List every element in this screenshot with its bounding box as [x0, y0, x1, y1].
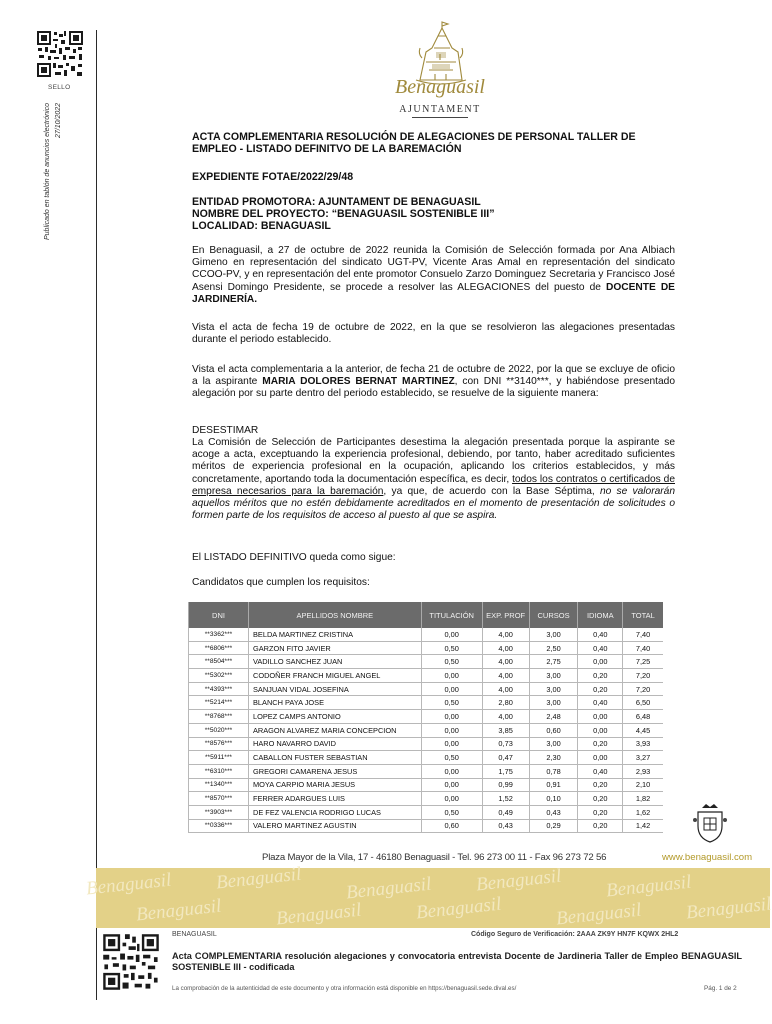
cell-total: 3,93 — [623, 737, 663, 751]
cell-exp-prof: 2,80 — [482, 696, 529, 710]
band-script: Benaguasil — [415, 893, 503, 924]
cell-titulacion: 0,00 — [421, 764, 482, 778]
desestimar-heading: DESESTIMAR — [192, 425, 259, 436]
listado-definitivo: El LISTADO DEFINITIVO queda como sigue: — [192, 552, 396, 563]
col-dni: DNI — [189, 602, 249, 628]
cell-titulacion: 0,00 — [421, 669, 482, 683]
verification-csv: Código Seguro de Verificación: 2AAA ZK9Y HN7F KQWX 2HL2 — [471, 931, 679, 938]
candidatos-label: Candidatos que cumplen los requisitos: — [192, 577, 370, 588]
table-row — [189, 696, 664, 710]
cell-total: 6,50 — [623, 696, 663, 710]
cell-total: 1,82 — [623, 792, 663, 806]
paragraph-comision — [192, 245, 675, 306]
cell-exp-prof: 4,00 — [482, 641, 529, 655]
verification-entity: BENAGUASIL — [172, 931, 217, 938]
paragraph-desestimar-text: La Comisión de Selección de Participantes desestima la alegación presentada porque la aspirante se acoge a acta, exceptuando la experiencia profesional, debiendo, por tanto, haber acreditado suficientes méritos de experiencia profesional en la ocupación, aplicando los criterios establecidos, y más concretamente, aportando toda la documentación específica, es decir, — [192, 437, 675, 485]
table-body — [189, 628, 664, 833]
cell-idioma: 0,00 — [578, 723, 623, 737]
cell-idioma: 0,20 — [578, 805, 623, 819]
cell-cursos: 0,78 — [529, 764, 578, 778]
paragraph-comision-text: En Benaguasil, a 27 de octubre de 2022 reunida la Comisión de Selección formada por Ana Albiach Gimeno en representación del sindicato UGT-PV, Vicente Aras Amal en representación del sindicato CCOO-PV, y en representación del ente promotor Consuelo Zarzo Dominguez Secretaria y Francisco José Asensi Domingo Presidente, se procede a resolver las ALEGACIONES del puesto de — [192, 245, 675, 293]
cell-dni: **6806*** — [189, 641, 249, 655]
cell-exp-prof: 0,99 — [482, 778, 529, 792]
cell-exp-prof: 0,43 — [482, 819, 529, 833]
expediente: EXPEDIENTE FOTAE/2022/29/48 — [192, 171, 354, 183]
footer-address: Plaza Mayor de la Vila, 17 - 46180 Benaguasil - Tel. 96 273 00 11 - Fax 96 273 72 56 — [262, 852, 607, 863]
cell-dni: **5020*** — [189, 723, 249, 737]
table-row — [189, 669, 664, 683]
cell-titulacion: 0,00 — [421, 710, 482, 724]
cell-total: 7,40 — [623, 641, 663, 655]
paragraph-desestimar-text-2: , ya que, de acuerdo con la Base Séptima, — [383, 485, 600, 497]
cell-dni: **8576*** — [189, 737, 249, 751]
cell-apellidos-nombre: DE FEZ VALENCIA RODRIGO LUCAS — [248, 805, 421, 819]
paragraph-acta-text: Vista el acta complementaria a la anterior, de fecha 21 de octubre de 2022, por la que se excluye de oficio a la aspirante — [192, 364, 675, 388]
table-row — [189, 778, 664, 792]
cell-cursos: 3,00 — [529, 628, 578, 641]
cell-idioma: 0,20 — [578, 819, 623, 833]
cell-titulacion: 0,00 — [421, 628, 482, 641]
decorative-band — [85, 863, 772, 930]
municipal-seal — [690, 800, 730, 849]
band-script: Benaguasil — [555, 899, 643, 930]
logo-caption: AJUNTAMENT — [399, 104, 481, 115]
sello-label: SELLO — [48, 84, 71, 91]
cell-idioma: 0,20 — [578, 792, 623, 806]
cell-titulacion: 0,50 — [421, 641, 482, 655]
table-row — [189, 764, 664, 778]
cell-cursos: 2,30 — [529, 751, 578, 765]
cell-cursos: 3,00 — [529, 737, 578, 751]
table-row — [189, 655, 664, 669]
aspirante-name: MARIA DOLORES BERNAT MARTINEZ — [262, 376, 455, 388]
cell-apellidos-nombre: BLANCH PAYA JOSE — [248, 696, 421, 710]
cell-idioma: 0,40 — [578, 696, 623, 710]
band-script: Benaguasil — [215, 863, 303, 894]
publication-text: Publicado en tablón de anuncios electrónico — [44, 103, 51, 240]
logo-underline — [412, 117, 468, 118]
cell-cursos: 0,60 — [529, 723, 578, 737]
cell-dni: **5214*** — [189, 696, 249, 710]
cell-idioma: 0,40 — [578, 641, 623, 655]
coat-of-arms-icon — [690, 800, 730, 844]
cell-idioma: 0,20 — [578, 737, 623, 751]
verification-qr-code — [102, 933, 160, 991]
cell-dni: **8570*** — [189, 792, 249, 806]
cell-titulacion: 0,50 — [421, 751, 482, 765]
cell-apellidos-nombre: CABALLON FUSTER SEBASTIAN — [248, 751, 421, 765]
italic-base-septima: no se valorarán aquellos méritos que no estén debidamente acreditados en el momento de presentación de solicitudes o formen parte de los requisitos de acceso al puesto al que se aspira. — [192, 485, 675, 522]
cell-cursos: 0,43 — [529, 805, 578, 819]
cell-exp-prof: 4,00 — [482, 710, 529, 724]
cell-exp-prof: 1,75 — [482, 764, 529, 778]
cell-dni: **3362*** — [189, 628, 249, 641]
table-row — [189, 792, 664, 806]
cell-dni: **5911*** — [189, 751, 249, 765]
cell-titulacion: 0,50 — [421, 696, 482, 710]
publication-stamp — [44, 100, 62, 250]
cell-total: 7,20 — [623, 682, 663, 696]
cell-exp-prof: 4,00 — [482, 682, 529, 696]
cell-titulacion: 0,50 — [421, 805, 482, 819]
nombre-proyecto: NOMBRE DEL PROYECTO: “BENAGUASIL SOSTENIBLE III” — [192, 208, 495, 220]
cell-total: 7,25 — [623, 655, 663, 669]
table-row — [189, 737, 664, 751]
cell-exp-prof: 4,00 — [482, 655, 529, 669]
band-script: Benaguasil — [605, 871, 693, 902]
table-row — [189, 628, 664, 641]
localidad: LOCALIDAD: BENAGUASIL — [192, 220, 331, 232]
cell-apellidos-nombre: GARZON FITO JAVIER — [248, 641, 421, 655]
cell-apellidos-nombre: HARO NAVARRO DAVID — [248, 737, 421, 751]
band-script: Benaguasil — [685, 893, 772, 924]
cell-exp-prof: 1,52 — [482, 792, 529, 806]
logo-script: Benaguasil — [395, 76, 485, 98]
cell-apellidos-nombre: VALERO MARTINEZ AGUSTIN — [248, 819, 421, 833]
cell-cursos: 3,00 — [529, 696, 578, 710]
cell-exp-prof: 0,47 — [482, 751, 529, 765]
col-titulacion: TITULACIÓN — [421, 602, 482, 628]
cell-dni: **8504*** — [189, 655, 249, 669]
col-total: TOTAL — [623, 602, 663, 628]
cell-apellidos-nombre: GREGORI CAMARENA JESUS — [248, 764, 421, 778]
footer-web-link[interactable]: www.benaguasil.com — [662, 852, 753, 863]
col-cursos: CURSOS — [529, 602, 578, 628]
entidad-promotora: ENTIDAD PROMOTORA: AJUNTAMENT DE BENAGUASIL — [192, 196, 481, 208]
cell-cursos: 0,29 — [529, 819, 578, 833]
table-row — [189, 819, 664, 833]
table-row — [189, 710, 664, 724]
cell-exp-prof: 4,00 — [482, 628, 529, 641]
cell-total: 4,45 — [623, 723, 663, 737]
cell-idioma: 0,20 — [578, 778, 623, 792]
verification-check-text: La comprobación de la autenticidad de este documento y otra información está disponible en https://benaguasil.sede.dival.es/ — [172, 985, 517, 992]
ajuntament-logo — [380, 18, 500, 124]
cell-dni: **5302*** — [189, 669, 249, 683]
verification-doc-title: Acta COMPLEMENTARIA resolución alegaciones y convocatoria entrevista Docente de Jardineria Taller de Empleo BENAGUASIL SOSTENIBLE III - codificada — [172, 951, 742, 972]
cell-idioma: 0,40 — [578, 628, 623, 641]
cell-total: 1,62 — [623, 805, 663, 819]
cell-idioma: 0,00 — [578, 751, 623, 765]
band-script: Benaguasil — [275, 899, 363, 930]
cell-apellidos-nombre: MOYA CARPIO MARIA JESUS — [248, 778, 421, 792]
band-script: Benaguasil — [475, 865, 563, 896]
cell-dni: **1340*** — [189, 778, 249, 792]
cell-dni: **3903*** — [189, 805, 249, 819]
cell-total: 7,20 — [623, 669, 663, 683]
table-row — [189, 805, 664, 819]
table-row — [189, 751, 664, 765]
cell-titulacion: 0,60 — [421, 819, 482, 833]
cell-idioma: 0,20 — [578, 682, 623, 696]
cell-apellidos-nombre: LOPEZ CAMPS ANTONIO — [248, 710, 421, 724]
cell-total: 6,48 — [623, 710, 663, 724]
cell-cursos: 3,00 — [529, 669, 578, 683]
band-script: Benaguasil — [135, 895, 223, 926]
underlined-requirement: todos los contratos o certificados de empresa necesarios para la baremación — [192, 473, 675, 497]
sello-qr-code — [36, 30, 84, 78]
cell-apellidos-nombre: BELDA MARTINEZ CRISTINA — [248, 628, 421, 641]
table-row — [189, 641, 664, 655]
cell-cursos: 2,75 — [529, 655, 578, 669]
table-header-row — [189, 602, 664, 628]
band-script: Benaguasil — [345, 873, 433, 904]
cell-apellidos-nombre: ARAGON ALVAREZ MARIA CONCEPCION — [248, 723, 421, 737]
cell-exp-prof: 0,73 — [482, 737, 529, 751]
cell-titulacion: 0,00 — [421, 723, 482, 737]
cell-total: 1,42 — [623, 819, 663, 833]
band-script: Benaguasil — [85, 869, 173, 900]
margin-rule — [96, 30, 97, 1000]
cell-cursos: 3,00 — [529, 682, 578, 696]
cell-cursos: 0,10 — [529, 792, 578, 806]
table-row — [189, 682, 664, 696]
paragraph-acta-complementaria — [192, 364, 675, 401]
col-exp-prof: EXP. PROF — [482, 602, 529, 628]
page-number: Pág. 1 de 2 — [704, 985, 737, 992]
publication-date: 27/10/2022 — [55, 102, 62, 138]
cell-apellidos-nombre: VADILLO SANCHEZ JUAN — [248, 655, 421, 669]
cell-idioma: 0,40 — [578, 764, 623, 778]
document-title: ACTA COMPLEMENTARIA RESOLUCIÓN DE ALEGACIONES DE PERSONAL TALLER DE EMPLEO - LISTADO DEFINITVO DE LA BAREMACIÓN — [192, 131, 636, 156]
cell-titulacion: 0,00 — [421, 778, 482, 792]
cell-dni: **8768*** — [189, 710, 249, 724]
cell-exp-prof: 3,85 — [482, 723, 529, 737]
cell-exp-prof: 0,49 — [482, 805, 529, 819]
cell-exp-prof: 4,00 — [482, 669, 529, 683]
cell-total: 3,27 — [623, 751, 663, 765]
paragraph-acta-text-end: , con DNI **3140***, y habiéndose presentado alegación por su parte dentro del periodo establecido, se resuelve de la siguiente manera: — [192, 376, 675, 400]
cell-total: 2,10 — [623, 778, 663, 792]
cell-cursos: 0,91 — [529, 778, 578, 792]
col-idioma: IDIOMA — [578, 602, 623, 628]
cell-cursos: 2,48 — [529, 710, 578, 724]
cell-idioma: 0,00 — [578, 710, 623, 724]
paragraph-desestimar — [192, 437, 675, 522]
paragraph-vista-acta: Vista el acta de fecha 19 de octubre de 2022, en la que se resolvieron las alegaciones presentadas durante el periodo establecido. — [192, 322, 675, 346]
cell-dni: **6310*** — [189, 764, 249, 778]
cell-total: 2,93 — [623, 764, 663, 778]
cell-titulacion: 0,00 — [421, 737, 482, 751]
cell-dni: **0336*** — [189, 819, 249, 833]
cell-idioma: 0,00 — [578, 655, 623, 669]
cell-total: 7,40 — [623, 628, 663, 641]
baremacion-table — [188, 602, 663, 833]
table-row — [189, 723, 664, 737]
puesto-name: DOCENTE DE JARDINERÍA. — [192, 281, 675, 305]
cell-titulacion: 0,00 — [421, 682, 482, 696]
cell-titulacion: 0,00 — [421, 792, 482, 806]
cell-idioma: 0,20 — [578, 669, 623, 683]
col-apellidos-nombre: APELLIDOS NOMBRE — [248, 602, 421, 628]
cell-cursos: 2,50 — [529, 641, 578, 655]
cell-titulacion: 0,50 — [421, 655, 482, 669]
cell-apellidos-nombre: CODOÑER FRANCH MIGUEL ANGEL — [248, 669, 421, 683]
cell-dni: **4393*** — [189, 682, 249, 696]
cell-apellidos-nombre: SANJUAN VIDAL JOSEFINA — [248, 682, 421, 696]
cell-apellidos-nombre: FERRER ADARGUES LUIS — [248, 792, 421, 806]
